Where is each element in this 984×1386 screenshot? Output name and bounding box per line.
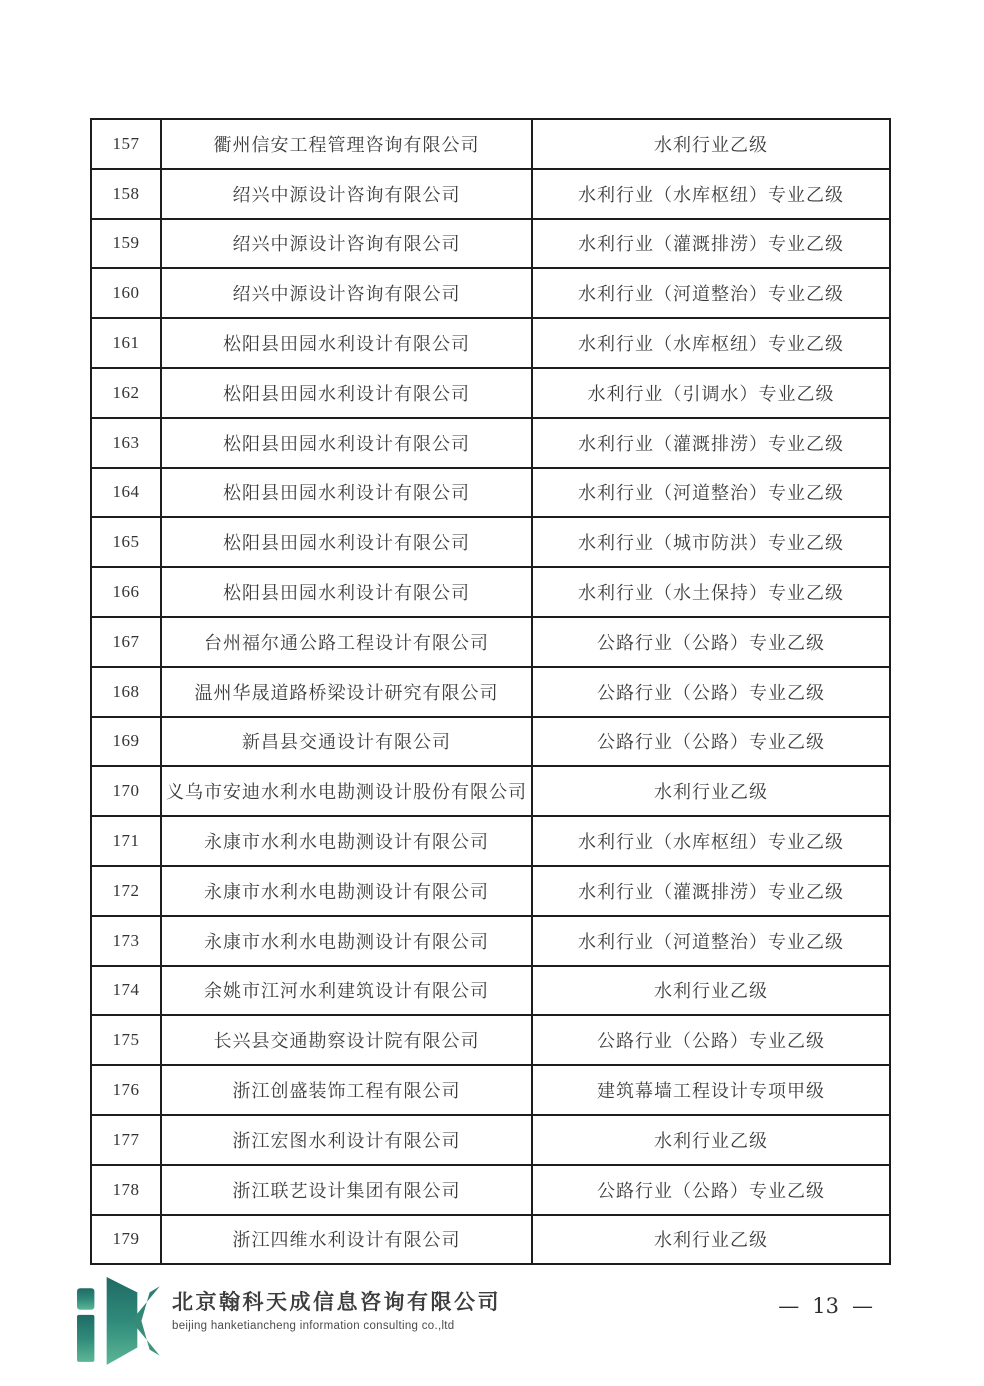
company-name: 浙江宏图水利设计有限公司 <box>161 1115 532 1165</box>
table-row <box>91 418 890 468</box>
company-name: 绍兴中源设计咨询有限公司 <box>161 268 532 318</box>
row-number: 178 <box>91 1165 161 1215</box>
page-number <box>765 1294 886 1318</box>
company-name: 松阳县田园水利设计有限公司 <box>161 567 532 617</box>
company-name: 松阳县田园水利设计有限公司 <box>161 517 532 567</box>
company-name: 浙江联艺设计集团有限公司 <box>161 1165 532 1215</box>
footer-company-block <box>172 1286 501 1332</box>
company-name: 松阳县田园水利设计有限公司 <box>161 368 532 418</box>
table-row <box>91 966 890 1016</box>
qualification-level: 水利行业（水库枢纽）专业乙级 <box>532 816 890 866</box>
row-number: 161 <box>91 318 161 368</box>
row-number: 174 <box>91 966 161 1016</box>
qualification-level: 水利行业乙级 <box>532 966 890 1016</box>
qualification-level: 水利行业（水库枢纽）专业乙级 <box>532 318 890 368</box>
table-row <box>91 169 890 219</box>
qualification-table-body <box>91 119 890 1264</box>
table-row <box>91 318 890 368</box>
qualification-level: 水利行业乙级 <box>532 766 890 816</box>
table-row <box>91 567 890 617</box>
table-row <box>91 1115 890 1165</box>
table-row <box>91 766 890 816</box>
qualification-level: 水利行业（河道整治）专业乙级 <box>532 468 890 518</box>
company-name: 台州福尔通公路工程设计有限公司 <box>161 617 532 667</box>
qualification-level: 水利行业（水土保持）专业乙级 <box>532 567 890 617</box>
qualification-level: 公路行业（公路）专业乙级 <box>532 717 890 767</box>
row-number: 173 <box>91 916 161 966</box>
company-name: 浙江创盛装饰工程有限公司 <box>161 1065 532 1115</box>
table-row <box>91 866 890 916</box>
company-name: 松阳县田园水利设计有限公司 <box>161 318 532 368</box>
table-row <box>91 717 890 767</box>
row-number: 177 <box>91 1115 161 1165</box>
company-name: 新昌县交通设计有限公司 <box>161 717 532 767</box>
company-name: 永康市水利水电勘测设计有限公司 <box>161 916 532 966</box>
row-number: 176 <box>91 1065 161 1115</box>
company-name: 浙江四维水利设计有限公司 <box>161 1215 532 1265</box>
table-row <box>91 219 890 269</box>
row-number: 162 <box>91 368 161 418</box>
qualification-level: 水利行业（灌溉排涝）专业乙级 <box>532 418 890 468</box>
qualification-level: 水利行业（河道整治）专业乙级 <box>532 268 890 318</box>
qualification-level: 公路行业（公路）专业乙级 <box>532 667 890 717</box>
hk-logo-icon <box>76 1276 168 1368</box>
qualification-level: 水利行业（水库枢纽）专业乙级 <box>532 169 890 219</box>
qualification-level: 水利行业（城市防洪）专业乙级 <box>532 517 890 567</box>
company-name: 长兴县交通勘察设计院有限公司 <box>161 1015 532 1065</box>
company-name: 松阳县田园水利设计有限公司 <box>161 468 532 518</box>
row-number: 168 <box>91 667 161 717</box>
table-row <box>91 617 890 667</box>
row-number: 164 <box>91 468 161 518</box>
row-number: 166 <box>91 567 161 617</box>
footer-company-name-en: beijing hanketiancheng information consulting co.,ltd <box>172 1320 455 1332</box>
footer-company-name-cn: 北京翰科天成信息咨询有限公司 <box>172 1291 501 1314</box>
table-row <box>91 1015 890 1065</box>
row-number: 179 <box>91 1215 161 1265</box>
table-row <box>91 1065 890 1115</box>
qualification-level: 水利行业乙级 <box>532 1215 890 1265</box>
row-number: 163 <box>91 418 161 468</box>
page-number-dash-left: — <box>778 1294 800 1318</box>
qualification-level: 水利行业乙级 <box>532 1115 890 1165</box>
qualification-level: 水利行业乙级 <box>532 119 890 169</box>
row-number: 175 <box>91 1015 161 1065</box>
page-number-value: 13 <box>812 1294 839 1318</box>
company-name: 永康市水利水电勘测设计有限公司 <box>161 866 532 916</box>
company-name: 义乌市安迪水利水电勘测设计股份有限公司 <box>161 766 532 816</box>
table-row <box>91 1165 890 1215</box>
qualification-level: 水利行业（引调水）专业乙级 <box>532 368 890 418</box>
page-footer <box>0 1272 984 1382</box>
row-number: 159 <box>91 219 161 269</box>
company-name: 松阳县田园水利设计有限公司 <box>161 418 532 468</box>
row-number: 171 <box>91 816 161 866</box>
qualification-level: 公路行业（公路）专业乙级 <box>532 1015 890 1065</box>
company-name: 温州华晟道路桥梁设计研究有限公司 <box>161 667 532 717</box>
table-row <box>91 368 890 418</box>
qualification-level: 水利行业（灌溉排涝）专业乙级 <box>532 866 890 916</box>
table-row <box>91 816 890 866</box>
table-row <box>91 119 890 169</box>
qualification-level: 建筑幕墙工程设计专项甲级 <box>532 1065 890 1115</box>
row-number: 169 <box>91 717 161 767</box>
company-name: 余姚市江河水利建筑设计有限公司 <box>161 966 532 1016</box>
qualification-level: 公路行业（公路）专业乙级 <box>532 1165 890 1215</box>
row-number: 157 <box>91 119 161 169</box>
row-number: 170 <box>91 766 161 816</box>
company-name: 绍兴中源设计咨询有限公司 <box>161 219 532 269</box>
qualification-level: 公路行业（公路）专业乙级 <box>532 617 890 667</box>
company-name: 永康市水利水电勘测设计有限公司 <box>161 816 532 866</box>
table-row <box>91 1215 890 1265</box>
row-number: 165 <box>91 517 161 567</box>
row-number: 160 <box>91 268 161 318</box>
qualification-level: 水利行业（灌溉排涝）专业乙级 <box>532 219 890 269</box>
row-number: 158 <box>91 169 161 219</box>
qualification-level: 水利行业（河道整治）专业乙级 <box>532 916 890 966</box>
table-row <box>91 517 890 567</box>
table-row <box>91 667 890 717</box>
company-name: 衢州信安工程管理咨询有限公司 <box>161 119 532 169</box>
table-row <box>91 916 890 966</box>
qualification-table <box>90 118 891 1265</box>
table-row <box>91 268 890 318</box>
row-number: 167 <box>91 617 161 667</box>
table-row <box>91 468 890 518</box>
row-number: 172 <box>91 866 161 916</box>
company-name: 绍兴中源设计咨询有限公司 <box>161 169 532 219</box>
page-number-dash-right: — <box>852 1294 873 1318</box>
